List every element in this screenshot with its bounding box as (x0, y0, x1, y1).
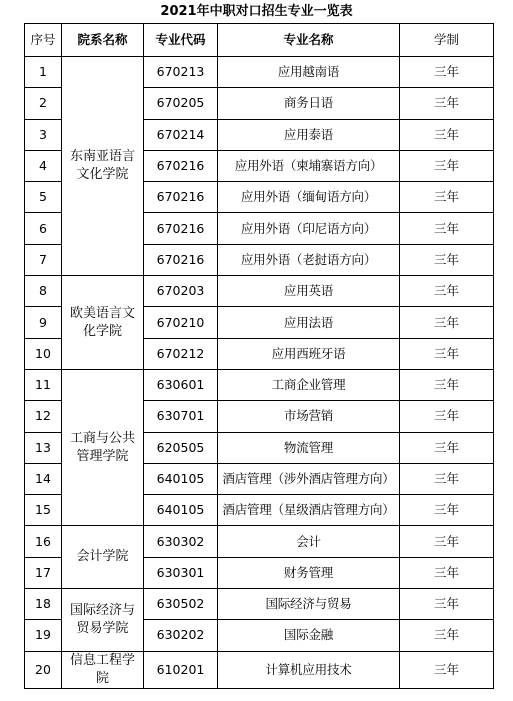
row-major-name: 应用外语（老挝语方向） (218, 244, 400, 275)
row-major-name: 应用西班牙语 (218, 338, 400, 369)
row-duration: 三年 (400, 526, 494, 557)
row-duration: 三年 (400, 150, 494, 181)
row-code: 670205 (144, 88, 218, 119)
header-code: 专业代码 (144, 24, 218, 57)
row-code: 670213 (144, 57, 218, 88)
row-duration: 三年 (400, 88, 494, 119)
table-row (25, 369, 494, 400)
school-cell-accounting: 会计学院 (62, 526, 144, 589)
row-major-name: 酒店管理（星级酒店管理方向） (218, 495, 400, 526)
row-no: 9 (25, 307, 62, 338)
row-major-name: 应用外语（缅甸语方向） (218, 182, 400, 213)
row-duration: 三年 (400, 369, 494, 400)
row-no: 12 (25, 401, 62, 432)
row-major-name: 工商企业管理 (218, 369, 400, 400)
row-major-name: 应用外语（柬埔寨语方向） (218, 150, 400, 181)
row-no: 17 (25, 557, 62, 588)
row-duration: 三年 (400, 244, 494, 275)
row-duration: 三年 (400, 276, 494, 307)
row-no: 19 (25, 620, 62, 651)
row-major-name: 财务管理 (218, 557, 400, 588)
table-row (25, 526, 494, 557)
row-major-name: 商务日语 (218, 88, 400, 119)
row-major-name: 应用泰语 (218, 119, 400, 150)
row-code: 630301 (144, 557, 218, 588)
row-no: 7 (25, 244, 62, 275)
row-no: 6 (25, 213, 62, 244)
row-code: 630302 (144, 526, 218, 557)
row-code: 670216 (144, 244, 218, 275)
row-duration: 三年 (400, 182, 494, 213)
header-name: 专业名称 (218, 24, 400, 57)
row-no: 20 (25, 651, 62, 688)
row-duration: 三年 (400, 620, 494, 651)
row-major-name: 会计 (218, 526, 400, 557)
header-school: 院系名称 (62, 24, 144, 57)
majors-table (24, 23, 494, 689)
row-code: 620505 (144, 432, 218, 463)
table-header-row (25, 24, 494, 57)
school-cell-business: 工商与公共管理学院 (62, 369, 144, 525)
row-no: 18 (25, 589, 62, 620)
row-no: 1 (25, 57, 62, 88)
page-title: 2021年中职对口招生专业一览表 (160, 4, 353, 19)
row-code: 670212 (144, 338, 218, 369)
row-code: 630202 (144, 620, 218, 651)
header-no: 序号 (25, 24, 62, 57)
row-no: 3 (25, 119, 62, 150)
row-major-name: 应用越南语 (218, 57, 400, 88)
row-code: 630502 (144, 589, 218, 620)
row-duration: 三年 (400, 307, 494, 338)
school-cell-it: 信息工程学院 (62, 651, 144, 688)
row-duration: 三年 (400, 589, 494, 620)
row-code: 630601 (144, 369, 218, 400)
header-duration: 学制 (400, 24, 494, 57)
row-no: 15 (25, 495, 62, 526)
row-duration: 三年 (400, 432, 494, 463)
row-code: 670203 (144, 276, 218, 307)
row-no: 8 (25, 276, 62, 307)
row-no: 11 (25, 369, 62, 400)
row-duration: 三年 (400, 463, 494, 494)
row-duration: 三年 (400, 57, 494, 88)
row-no: 16 (25, 526, 62, 557)
row-major-name: 应用外语（印尼语方向） (218, 213, 400, 244)
row-no: 14 (25, 463, 62, 494)
row-no: 2 (25, 88, 62, 119)
table-row (25, 589, 494, 620)
row-duration: 三年 (400, 213, 494, 244)
row-code: 670216 (144, 182, 218, 213)
row-duration: 三年 (400, 557, 494, 588)
table-row (25, 57, 494, 88)
row-no: 5 (25, 182, 62, 213)
row-major-name: 计算机应用技术 (218, 651, 400, 688)
row-duration: 三年 (400, 401, 494, 432)
row-no: 4 (25, 150, 62, 181)
row-major-name: 应用英语 (218, 276, 400, 307)
row-major-name: 国际经济与贸易 (218, 589, 400, 620)
school-cell-southeast-asia: 东南亚语言文化学院 (62, 57, 144, 276)
row-duration: 三年 (400, 119, 494, 150)
row-major-name: 物流管理 (218, 432, 400, 463)
row-major-name: 市场营销 (218, 401, 400, 432)
row-code: 670210 (144, 307, 218, 338)
school-cell-euro-america: 欧美语言文化学院 (62, 276, 144, 370)
table-row (25, 651, 494, 688)
row-no: 13 (25, 432, 62, 463)
row-duration: 三年 (400, 651, 494, 688)
row-code: 610201 (144, 651, 218, 688)
row-code: 640105 (144, 463, 218, 494)
row-major-name: 酒店管理（涉外酒店管理方向） (218, 463, 400, 494)
row-duration: 三年 (400, 338, 494, 369)
row-code: 670214 (144, 119, 218, 150)
row-duration: 三年 (400, 495, 494, 526)
row-major-name: 应用法语 (218, 307, 400, 338)
row-code: 670216 (144, 150, 218, 181)
row-major-name: 国际金融 (218, 620, 400, 651)
row-code: 630701 (144, 401, 218, 432)
row-code: 670216 (144, 213, 218, 244)
row-no: 10 (25, 338, 62, 369)
row-code: 640105 (144, 495, 218, 526)
school-cell-intl-econ: 国际经济与贸易学院 (62, 589, 144, 652)
table-row (25, 276, 494, 307)
